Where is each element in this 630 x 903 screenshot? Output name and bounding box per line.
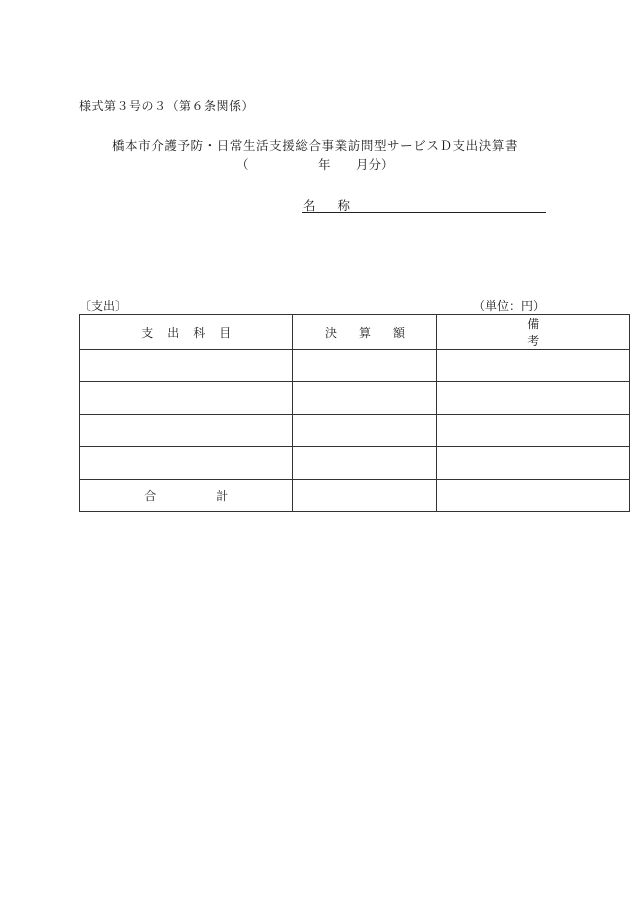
header-expense-item: 支出科目 [80, 315, 293, 350]
table-row [80, 350, 630, 382]
header-remarks: 備考 [437, 315, 630, 350]
period-row [0, 155, 630, 173]
total-remarks-cell [437, 479, 630, 511]
document-title: 橋本市介護予防・日常生活支援総合事業訪問型サービスＤ支出決算書 [111, 138, 519, 153]
total-amount-cell [293, 479, 437, 511]
period-year-label: 年 [318, 157, 331, 172]
name-label: 名称 [303, 198, 373, 213]
table-row [80, 447, 630, 479]
table-cell [437, 447, 630, 479]
table-row [80, 414, 630, 446]
table-cell [80, 447, 293, 479]
table-cell [293, 447, 437, 479]
table-header-row [80, 315, 630, 350]
table-cell [293, 414, 437, 446]
table-cell [437, 382, 630, 414]
table-cell [80, 350, 293, 382]
table-cell [80, 414, 293, 446]
table-cell [437, 414, 630, 446]
period-open-paren: （ [236, 157, 249, 172]
header-settled-amount: 決算額 [293, 315, 437, 350]
table-cell [80, 382, 293, 414]
table-cell [437, 350, 630, 382]
total-label: 合計 [80, 479, 293, 511]
table-row [80, 382, 630, 414]
form-number: 様式第３号の３（第６条関係） [79, 99, 255, 113]
expense-table [79, 314, 630, 512]
unit-label: （単位：円） [473, 299, 546, 313]
table-cell [293, 382, 437, 414]
table-total-row [80, 479, 630, 511]
table-cell [293, 350, 437, 382]
period-month-label: 月分） [356, 157, 394, 172]
name-field [302, 196, 546, 213]
section-label: 〔支出〕 [79, 299, 128, 313]
